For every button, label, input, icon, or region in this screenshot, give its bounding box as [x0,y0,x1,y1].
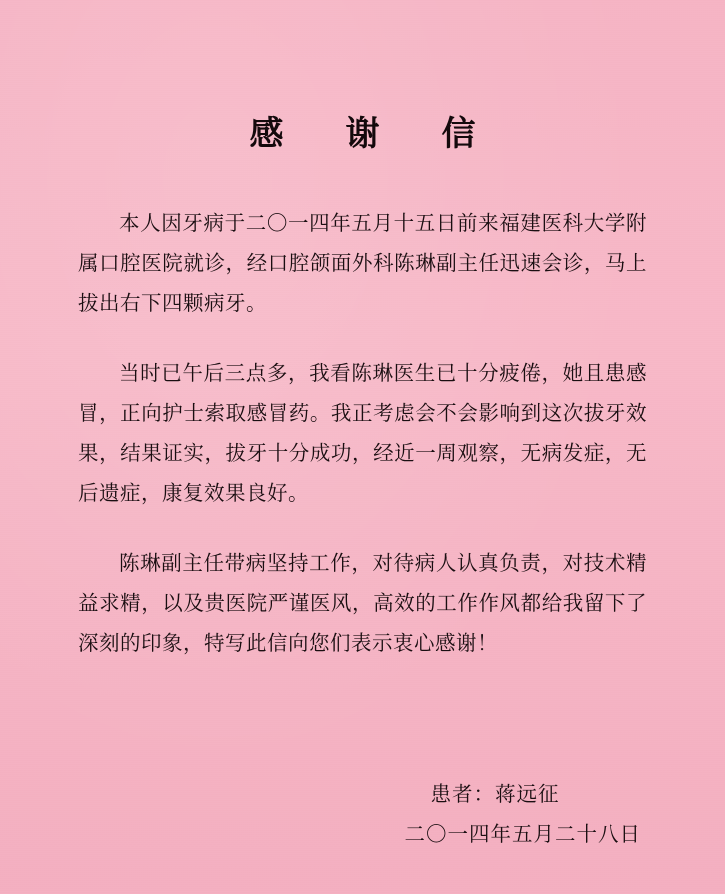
paragraph-2: 当时已午后三点多，我看陈琳医生已十分疲倦，她且患感冒，正向护士索取感冒药。我正考虑会不会影响到这次拔牙效果，结果证实，拔牙十分成功，经近一周观察，无病发症，无后遗症，康复效果良好。 [78,361,647,505]
paragraph-1: 本人因牙病于二〇一四年五月十五日前来福建医科大学附属口腔医院就诊，经口腔颌面外科陈琳副主任迅速会诊，马上拔出右下四颗病牙。 [78,211,647,315]
page-title: 感 谢 信 [249,114,490,154]
signature-date: 二〇一四年五月二十八日 [404,822,641,846]
paragraph-3: 陈琳副主任带病坚持工作，对待病人认真负责，对技术精益求精，以及贵医院严谨医风，高效的工作作风都给我留下了深刻的印象，特写此信向您们表示衷心感谢！ [78,551,647,655]
letter-body [78,203,647,663]
signature-name: 患者：蒋远征 [430,782,560,806]
signature-block [405,774,642,854]
